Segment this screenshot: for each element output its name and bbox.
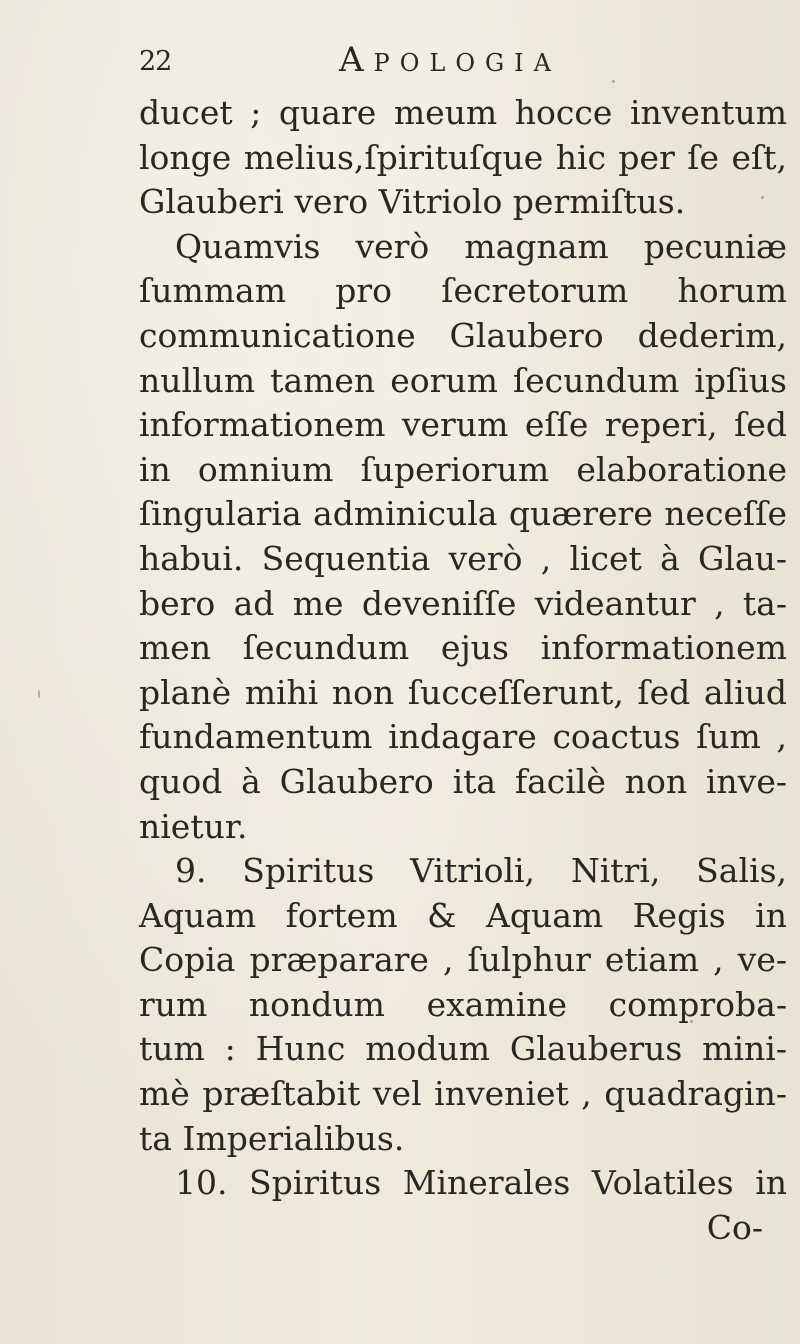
text-line: ta Imperialibus. [139,1118,405,1158]
numbered-item-line: 10. Spiritus Minerales Volatiles in [175,1163,787,1203]
text-line: tum : Hunc modum Glauberus mini- [139,1029,787,1069]
numbered-item-line: 9. Spiritus Vitrioli, Nitri, Salis, [175,851,787,891]
text-line: ſingularia adminicula quærere neceſſe [139,494,787,534]
text-line: ſummam pro ſecretorum horum [139,271,787,311]
text-line: rum nondum examine comproba- [139,984,787,1024]
paper-speck [612,80,615,83]
text-line: in omnium ſuperiorum elaboratione [139,449,787,489]
text-line: Glauberi vero Vitriolo permiſtus. [139,182,686,222]
text-line: Copia præparare , ſulphur etiam , ve- [139,940,787,980]
text-line: ducet ; quare meum hocce inventum [139,93,787,132]
paper-speck [690,1020,693,1023]
text-line: nietur. [139,806,248,846]
catchword: Co- [706,1207,763,1247]
text-line: habui. Sequentia verò , licet à Glau- [139,538,787,578]
text-line: mè præſtabit vel inveniet , quadragin- [139,1074,787,1114]
text-line: communicatione Glaubero dederim, [139,315,787,355]
paper-speck [38,690,40,698]
text-line: men ſecundum ejus informationem [139,628,787,668]
page-header [139,40,799,80]
text-line: longe melius,ſpirituſque hic per ſe eſt, [139,137,787,177]
text-line: nullum tamen eorum ſecundum ipſius [139,360,787,400]
running-head: Apologia [339,40,561,80]
text-line: quod à Glaubero ita facilè non inve- [139,761,787,801]
paper-speck [761,196,764,199]
text-line: Aquam fortem & Aquam Regis in [139,895,787,935]
text-line: bero ad me deveniſſe videantur , ta- [139,583,787,623]
text-line: planè mihi non ſucceſſerunt, ſed aliud [139,672,787,712]
text-line: informationem verum eſſe reperi, ſed [139,405,787,445]
page-number: 22 [139,46,172,77]
body-text [139,91,787,1250]
text-line: fundamentum indagare coactus ſum , [139,717,787,757]
paper-speck [466,772,469,775]
paragraph-start-line: Quamvis verò magnam pecuniæ [175,226,787,266]
